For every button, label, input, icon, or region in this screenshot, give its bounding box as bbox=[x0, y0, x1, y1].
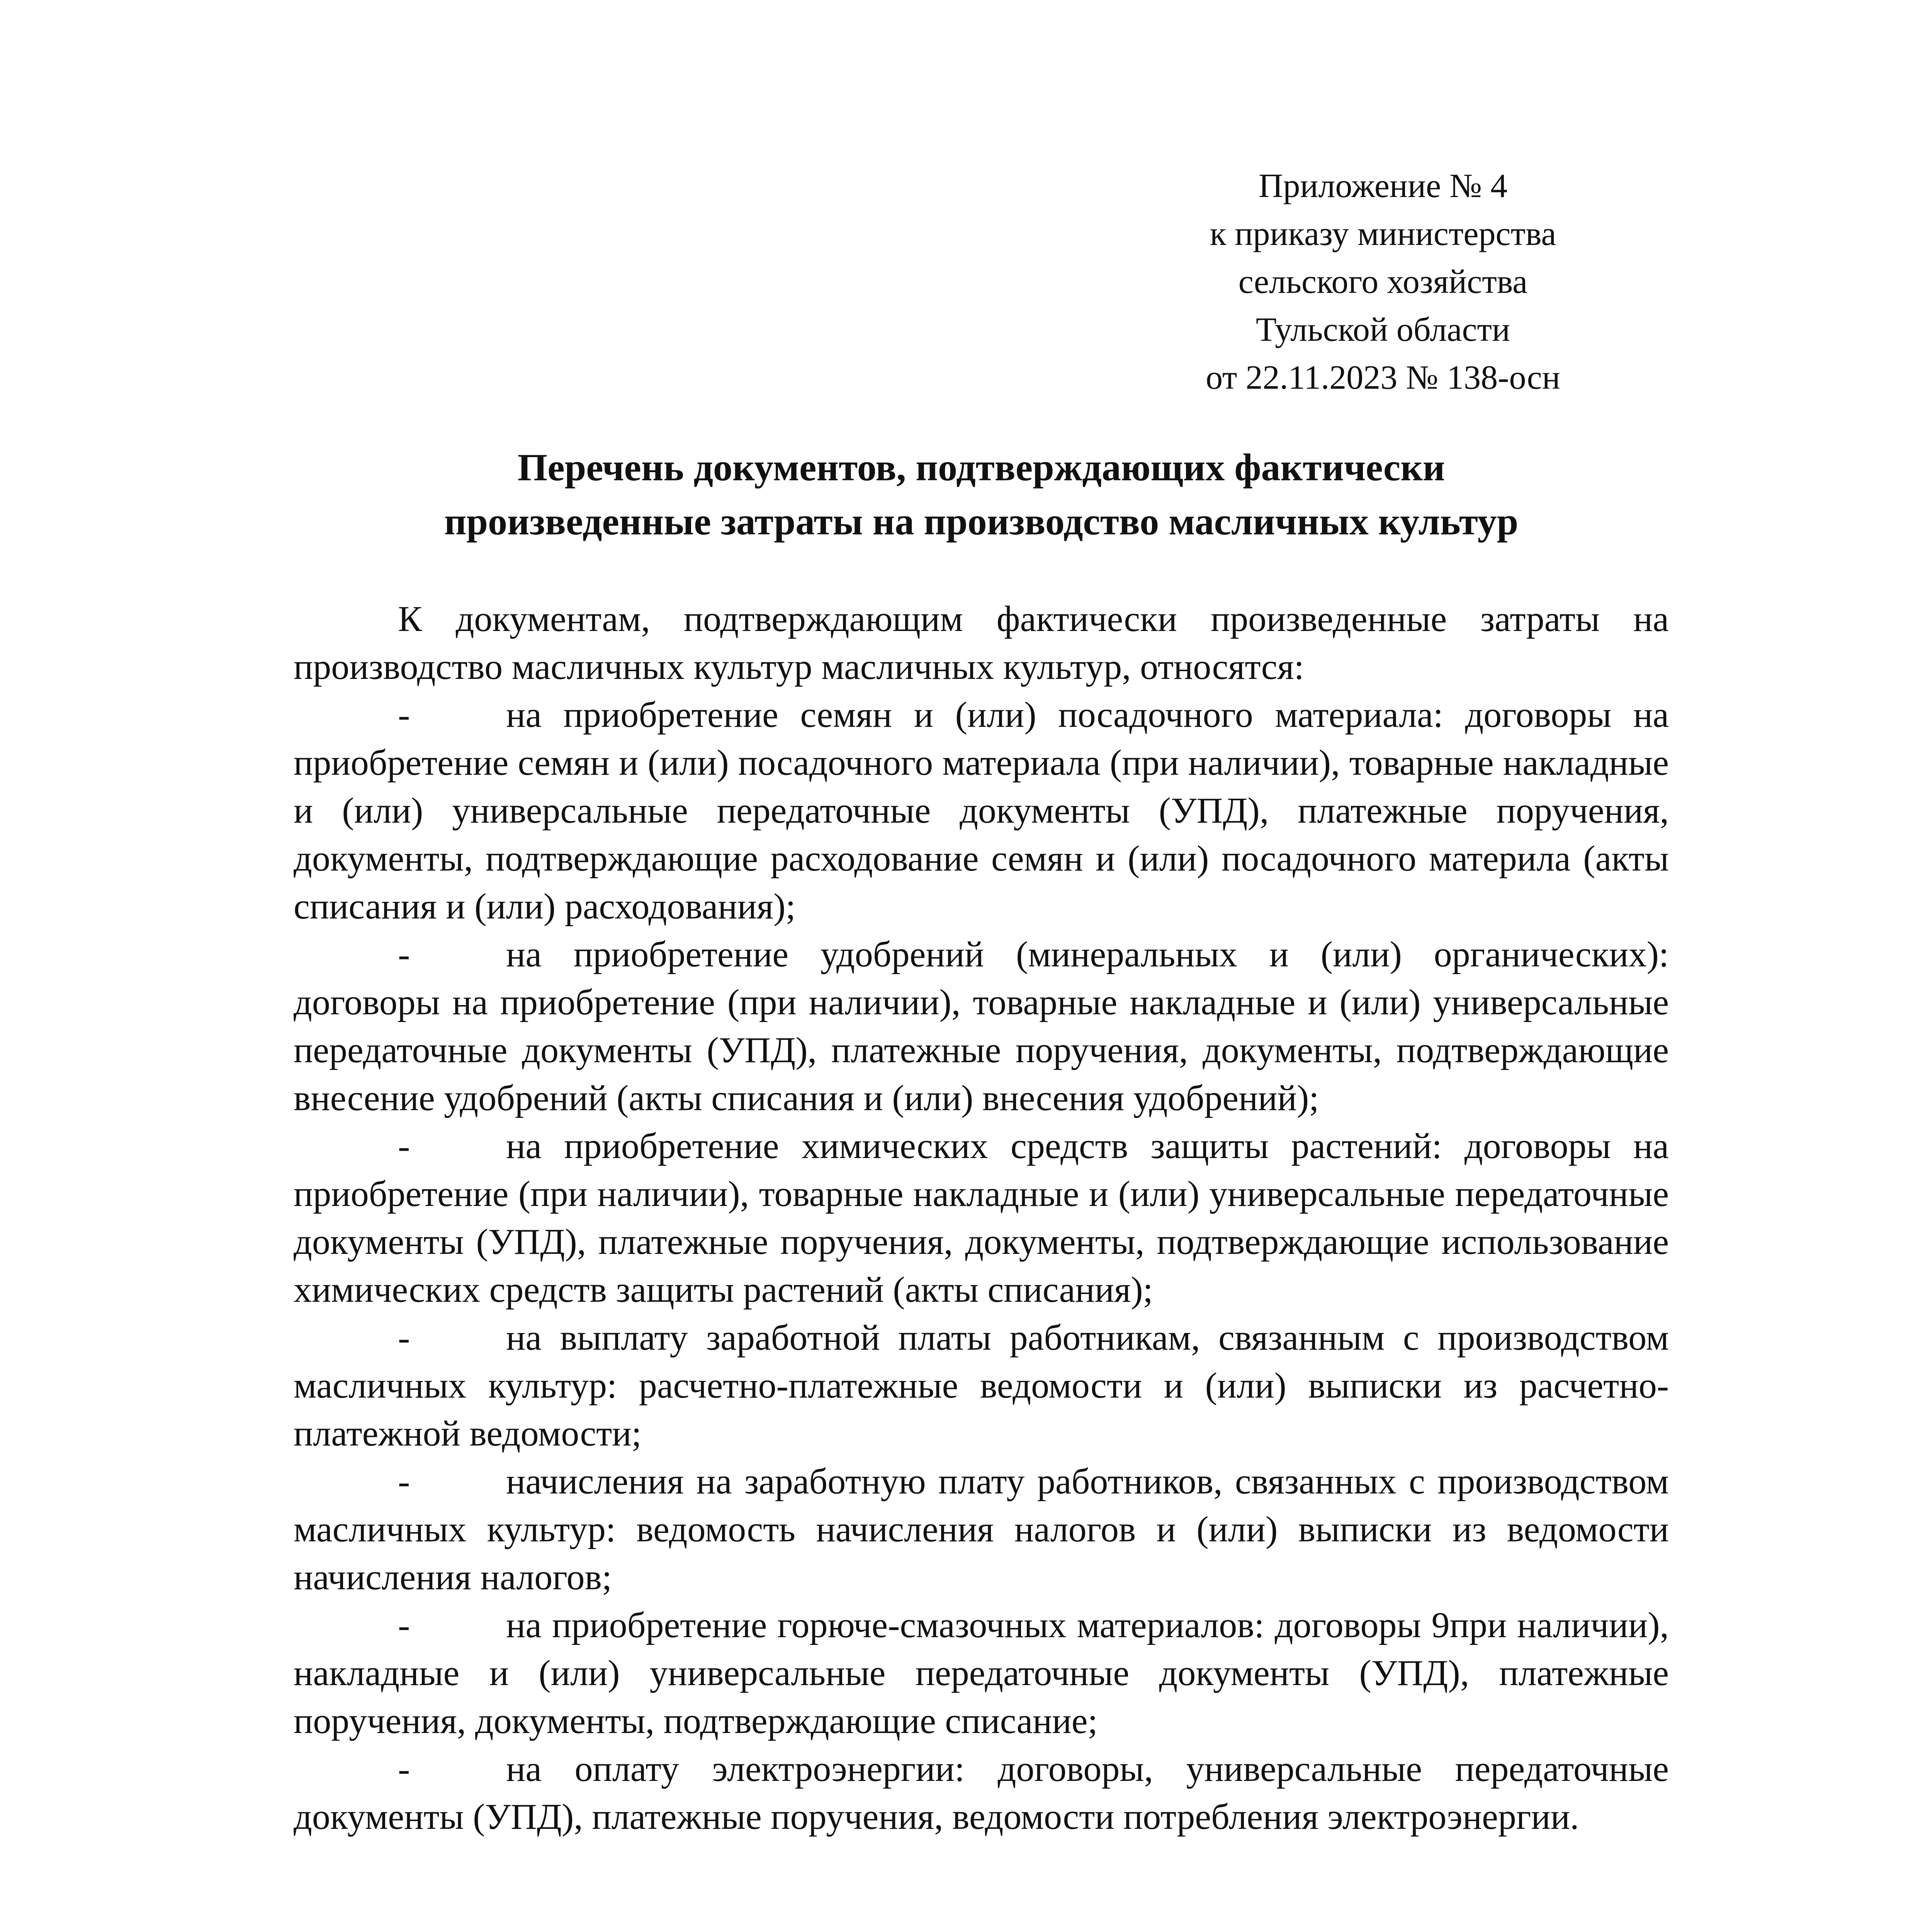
appendix-line: Тульской области bbox=[1256, 311, 1510, 349]
title-line: Перечень документов, подтверждающих фактически bbox=[517, 446, 1445, 489]
list-dash: - bbox=[398, 1126, 410, 1166]
list-item-fuel-lubricants bbox=[294, 1601, 1669, 1745]
appendix-header bbox=[1143, 162, 1622, 402]
list-dash: - bbox=[398, 1318, 410, 1358]
list-item-wages bbox=[294, 1314, 1669, 1458]
list-item-text: на приобретение горюче-смазочных материалов: договоры 9при наличии), накладные и (или) универсальные передаточные документы (УПД), платежные поручения, документы, подтверждающие списание; bbox=[294, 1605, 1669, 1741]
appendix-line: к приказу министерства bbox=[1210, 215, 1556, 253]
appendix-line: сельского хозяйства bbox=[1238, 263, 1528, 301]
appendix-line: от 22.11.2023 № 138-осн bbox=[1206, 359, 1560, 396]
list-dash: - bbox=[398, 934, 410, 975]
document-title bbox=[294, 440, 1669, 549]
title-line: произведенные затраты на производство масличных культур bbox=[444, 500, 1519, 543]
list-item-electricity bbox=[294, 1745, 1669, 1841]
document-body bbox=[294, 595, 1669, 1841]
list-dash: - bbox=[398, 1749, 410, 1789]
list-item-text: на оплату электроэнергии: договоры, универсальные передаточные документы (УПД), платежные поручения, ведомости потребления электроэнергии. bbox=[294, 1749, 1669, 1837]
list-item-text: на приобретение удобрений (минеральных и (или) органических): договоры на приобретение (при наличии), товарные накладные и (или) универсальные передаточные документы (УПД), платежные поручения, документы, подтверждающие внесение удобрений (акты списания и (или) внесения удобрений); bbox=[294, 934, 1669, 1118]
list-item-wage-charges bbox=[294, 1458, 1669, 1601]
list-dash: - bbox=[398, 695, 410, 735]
list-dash: - bbox=[398, 1461, 410, 1502]
list-dash: - bbox=[398, 1605, 410, 1645]
list-item-fertilizers bbox=[294, 930, 1669, 1122]
list-item-text: на приобретение химических средств защиты растений: договоры на приобретение (при наличии), товарные накладные и (или) универсальные передаточные документы (УПД), платежные поручения, документы, подтверждающие использование химических средств защиты растений (акты списания); bbox=[294, 1126, 1669, 1310]
list-item-text: начисления на заработную плату работников, связанных с производством масличных культур: ведомость начисления налогов и (или) выписки из ведомости начисления налогов; bbox=[294, 1461, 1669, 1597]
appendix-line: Приложение № 4 bbox=[1258, 167, 1508, 205]
list-item-text: на приобретение семян и (или) посадочного материала: договоры на приобретение семян и (или) посадочного материала (при наличии), товарные накладные и (или) универсальные передаточные документы (УПД), платежные поручения, документы, подтверждающие расходование семян и (или) посадочного материла (акты списания и (или) расходования); bbox=[294, 695, 1669, 927]
list-item-text: на выплату заработной платы работникам, связанным с производством масличных культур: расчетно-платежные ведомости и (или) выписки из расчетно-платежной ведомости; bbox=[294, 1318, 1669, 1454]
list-item-seeds bbox=[294, 691, 1669, 930]
intro-paragraph: К документам, подтверждающим фактически произведенные затраты на производство масличных культур масличных культур, относятся: bbox=[294, 599, 1669, 687]
list-item-plant-protection bbox=[294, 1122, 1669, 1314]
